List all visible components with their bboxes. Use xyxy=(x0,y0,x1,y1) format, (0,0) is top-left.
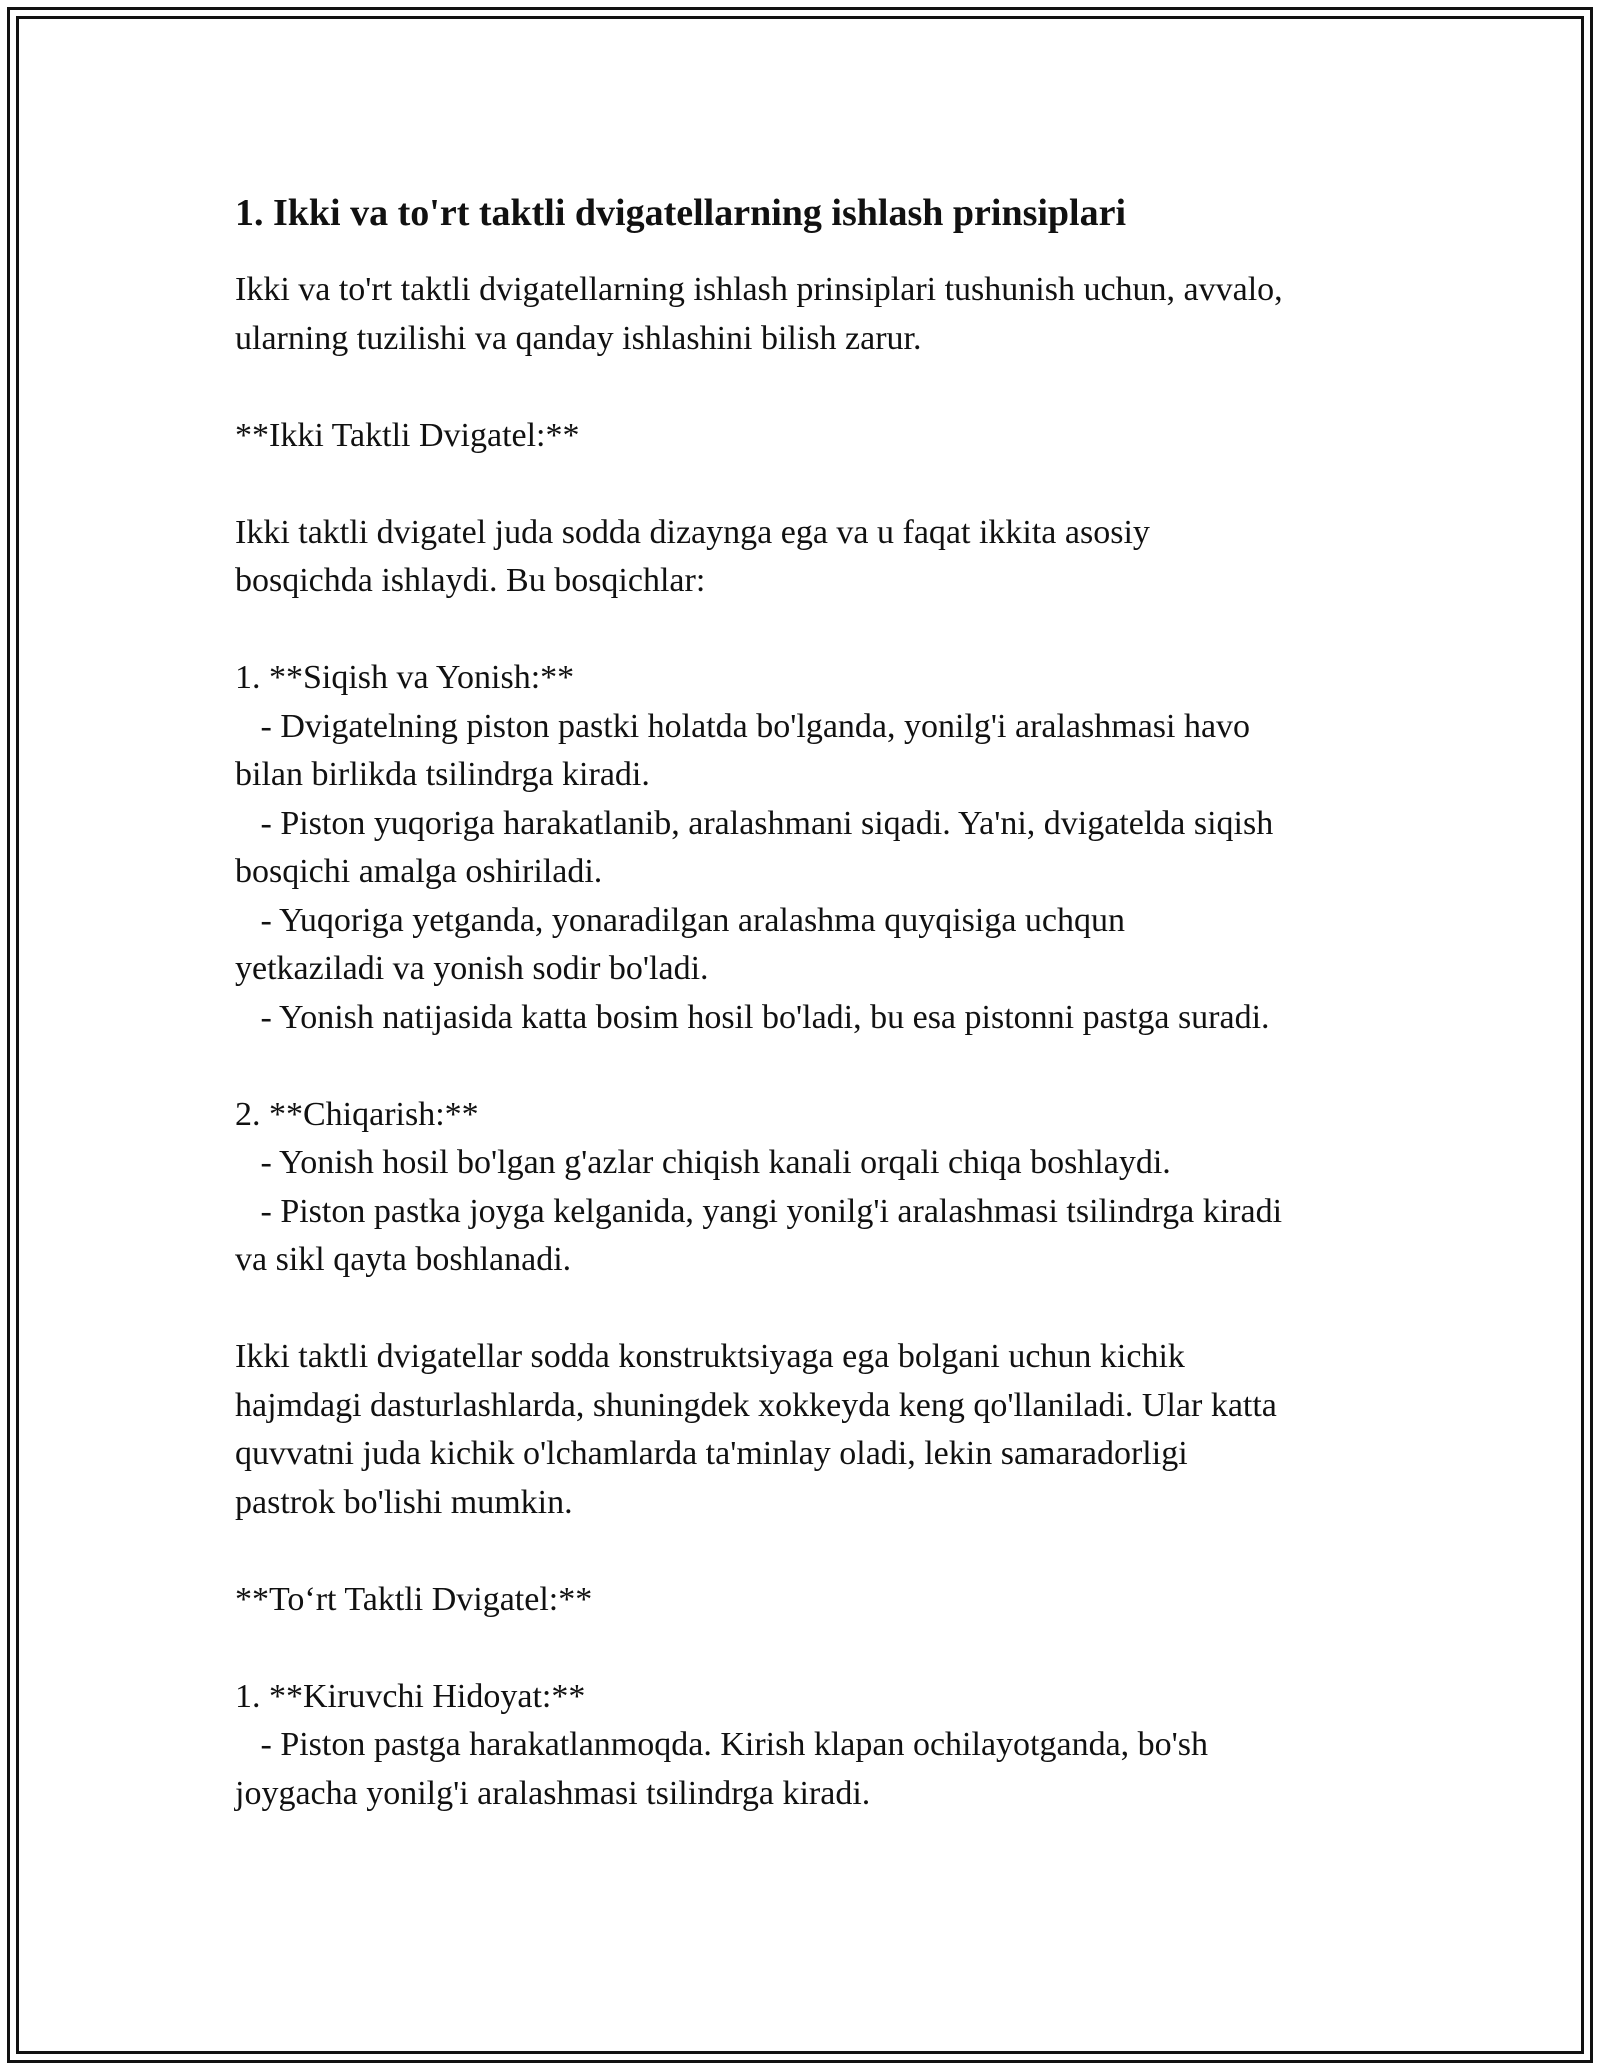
list-item-heading: 1. **Siqish va Yonish:** xyxy=(235,659,575,696)
subheading-two-stroke: **Ikki Taktli Dvigatel:** xyxy=(235,416,580,454)
text-line: pastrok bo'lishi mumkin. xyxy=(235,1483,573,1521)
text-line: bosqichi amalga oshiriladi. xyxy=(235,853,603,890)
list-item-heading: 1. **Kiruvchi Hidoyat:** xyxy=(235,1677,586,1715)
list-subitem: - Yonish natijasida katta bosim hosil bo'ladi, bu esa pistonni pastga suradi. xyxy=(235,998,1270,1036)
text-line: Ikki taktli dvigatellar sodda konstruktsiyaga ega bolgani uchun kichik xyxy=(235,1338,1185,1375)
blank-line xyxy=(235,606,1385,655)
text-line: joygacha yonilg'i aralashmasi tsilindrga kiradi. xyxy=(235,1774,871,1812)
subheading-four-stroke: **To‘rt Taktli Dvigatel:** xyxy=(235,1580,593,1618)
text-line: quvvatni juda kichik o'lchamlarda ta'minlay oladi, lekin samaradorligi xyxy=(235,1435,1188,1472)
section-title: 1. Ikki va to'rt taktli dvigatellarning ishlash prinsiplari xyxy=(235,192,1127,234)
list-subitem: - Piston yuqoriga harakatlanib, aralashmani siqadi. Ya'ni, dvigatelda siqish xyxy=(235,804,1274,842)
list-subitem: - Yuqoriga yetganda, yonaradilgan aralashma quyqisiga uchqun xyxy=(235,901,1126,939)
blank-line xyxy=(235,1042,1385,1091)
text-line: Ikki taktli dvigatel juda sodda dizaynga ega va u faqat ikkita asosiy xyxy=(235,513,1150,551)
text-line: yetkaziladi va yonish sodir bo'ladi. xyxy=(235,950,709,987)
text-line: ularning tuzilishi va qanday ishlashini bilish zarur. xyxy=(235,319,922,357)
list-subitem: - Piston pastka joyga kelganida, yangi yonilg'i aralashmasi tsilindrga kiradi xyxy=(235,1192,1283,1230)
list-subitem: - Piston pastga harakatlanmoqda. Kirish klapan ochilayotganda, bo'sh xyxy=(235,1726,1209,1763)
document-body xyxy=(235,186,1385,1818)
blank-line xyxy=(235,460,1385,509)
text-line: Ikki va to'rt taktli dvigatellarning ishlash prinsiplari tushunish uchun, avvalo, xyxy=(235,271,1283,308)
text-line: hajmdagi dasturlashlarda, shuningdek xokkeyda keng qo'llaniladi. Ular katta xyxy=(235,1386,1277,1424)
blank-line xyxy=(235,363,1385,412)
text-line: bilan birlikda tsilindrga kiradi. xyxy=(235,756,650,793)
blank-line xyxy=(235,1527,1385,1576)
text-line: va sikl qayta boshlanadi. xyxy=(235,1241,572,1278)
blank-line xyxy=(235,1624,1385,1673)
text-line: bosqichda ishlaydi. Bu bosqichlar: xyxy=(235,562,706,599)
list-subitem: - Dvigatelning piston pastki holatda bo'lganda, yonilg'i aralashmasi havo xyxy=(235,707,1251,745)
list-item-heading: 2. **Chiqarish:** xyxy=(235,1095,479,1133)
blank-line xyxy=(235,1285,1385,1334)
list-subitem: - Yonish hosil bo'lgan g'azlar chiqish kanali orqali chiqa boshlaydi. xyxy=(235,1144,1171,1181)
